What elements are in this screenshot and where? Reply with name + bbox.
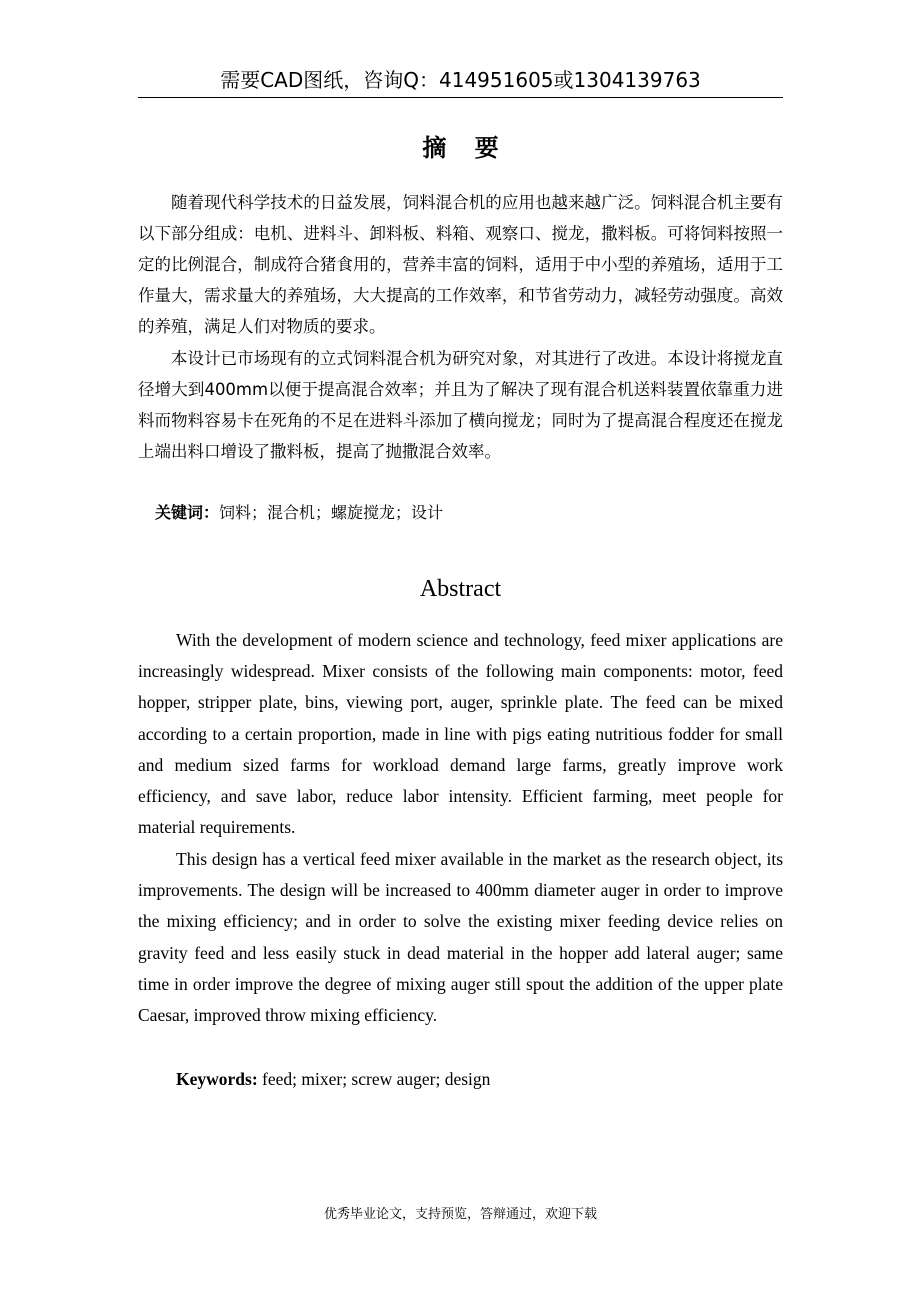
abstract-en-keywords bbox=[176, 1065, 490, 1093]
page-footer: 优秀毕业论文，支持预览，答辩通过，欢迎下载 bbox=[323, 1207, 597, 1222]
page-header: 需要CAD图纸，咨询Q：414951605或1304139763 bbox=[220, 68, 701, 92]
abstract-en-title: Abstract bbox=[419, 576, 502, 602]
abstract-en-paragraph-2: This design has a vertical feed mixer available in the market as the research object, its improvements. The design will be increased to 400mm diameter auger in order to improve the mixing efficiency; and in order to solve the existing mixer feeding device relies on gravity feed and less easily stuck in dead material in the hopper add lateral auger; same time in order improve the degree of mixing auger still spout the addition of the upper plate Caesar, improved throw mixing efficiency. bbox=[138, 849, 783, 1026]
abstract-cn-paragraph-2: 本设计已市场现有的立式饲料混合机为研究对象，对其进行了改进。本设计将搅龙直径增大到400mm以便于提高混合效率；并且为了解决了现有混合机送料装置依靠重力进料而物料容易卡在死角的不足在进料斗添加了横向搅龙；同时为了提高混合程度还在搅龙上端出料口增设了撒料板，提高了抛撒混合效率。 bbox=[138, 349, 783, 461]
abstract-cn-title: 摘 要 bbox=[422, 134, 509, 162]
header-divider bbox=[138, 97, 783, 98]
abstract-cn-paragraph-1: 随着现代科学技术的日益发展，饲料混合机的应用也越来越广泛。饲料混合机主要有以下部分组成：电机、进料斗、卸料板、料箱、观察口、搅龙，撒料板。可将饲料按照一定的比例混合，制成符合猪食用的，营养丰富的饲料，适用于中小型的养殖场，适用于工作量大，需求量大的养殖场，大大提高的工作效率，和节省劳动力，减轻劳动强度。高效的养殖，满足人们对物质的要求。 bbox=[138, 193, 783, 336]
abstract-en-paragraph-1: With the development of modern science and technology, feed mixer applications are increasingly widespread. Mixer consists of the following main components: motor, feed hopper, stripper plate, bins, viewing port, auger, sprinkle plate. The feed can be mixed according to a certain proportion, made in line with pigs eating nutritious fodder for small and medium sized farms for workload demand large farms, greatly improve work efficiency, and save labor, reduce labor intensity. Efficient farming, meet people for material requirements. bbox=[138, 630, 783, 838]
keywords-en-value: feed; mixer; screw auger; design bbox=[257, 1069, 491, 1089]
keywords-en-label: Keywords: bbox=[176, 1069, 258, 1089]
keywords-cn-value: 饲料；混合机；螺旋搅龙；设计 bbox=[219, 503, 444, 522]
keywords-cn-label: 关键词： bbox=[155, 503, 220, 522]
abstract-cn-keywords bbox=[155, 499, 443, 527]
